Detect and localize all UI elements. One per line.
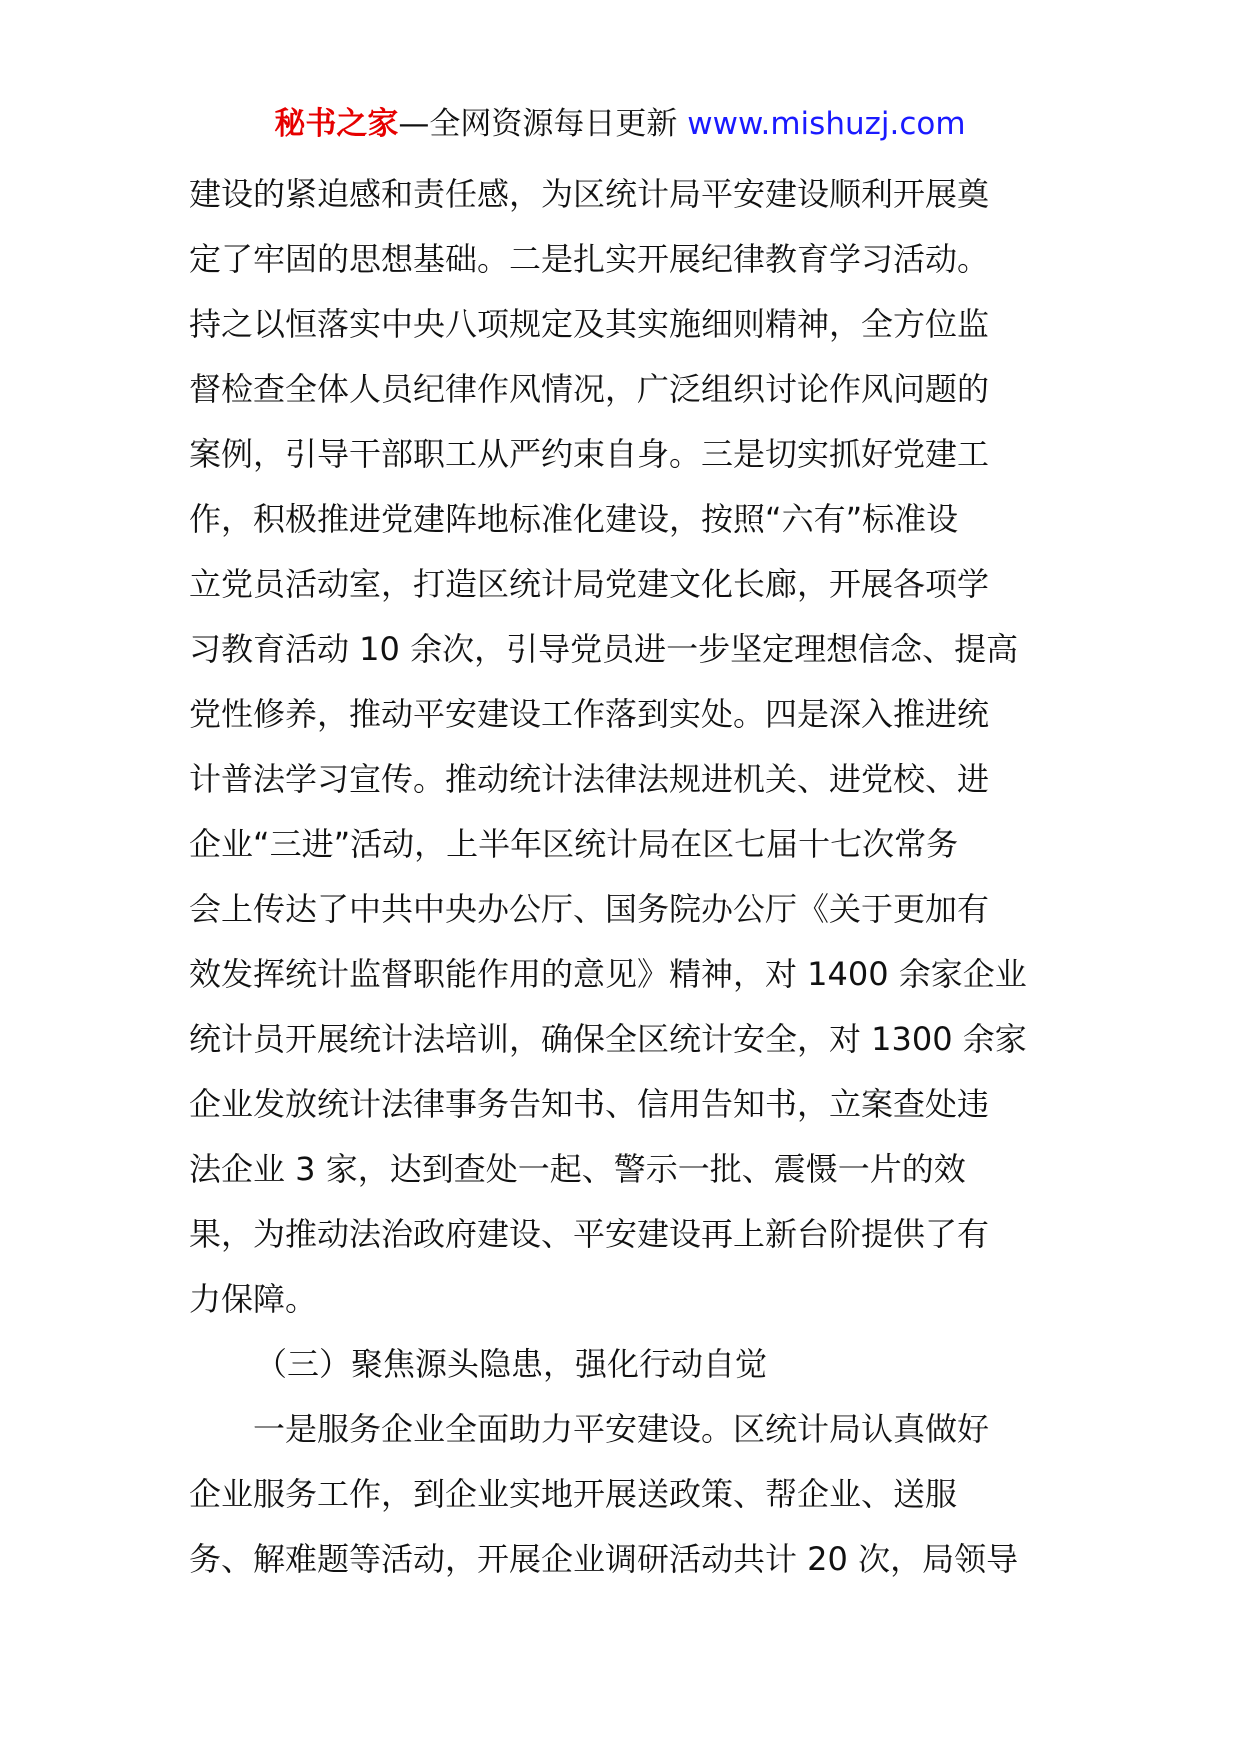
text-line: 会上传达了中共中央办公厅、国务院办公厅《关于更加有 <box>189 890 990 928</box>
paragraph-1 <box>189 162 1069 1332</box>
text-line: 建设的紧迫感和责任感，为区统计局平安建设顺利开展奠 <box>189 175 990 213</box>
text-line: 果，为推动法治政府建设、平安建设再上新台阶提供了有 <box>189 1215 990 1253</box>
brand-name: 秘书之家 <box>274 106 399 142</box>
text-line: 统计员开展统计法培训，确保全区统计安全，对 1300 余家 <box>189 1020 1027 1058</box>
text-line: 计普法学习宣传。推动统计法律法规进机关、进党校、进 <box>189 760 990 798</box>
header-slogan: —全网资源每日更新 <box>398 106 688 142</box>
text-line: 企业发放统计法律事务告知书、信用告知书，立案查处违 <box>189 1085 990 1123</box>
text-line: 党性修养，推动平安建设工作落到实处。四是深入推进统 <box>189 695 990 733</box>
text-line: 立党员活动室，打造区统计局党建文化长廊，开展各项学 <box>189 565 990 603</box>
text-line: 企业“三进”活动，上半年区统计局在区七届十七次常务 <box>189 825 959 863</box>
text-line: 法企业 3 家，达到查处一起、警示一批、震慑一片的效 <box>189 1150 966 1188</box>
text-line: 企业服务工作，到企业实地开展送政策、帮企业、送服 <box>189 1475 958 1513</box>
site-url: www.mishuzj.com <box>687 106 966 142</box>
text-line: 一是服务企业全面助力平安建设。区统计局认真做好 <box>253 1410 990 1448</box>
site-header <box>0 100 1240 148</box>
text-line: 作，积极推进党建阵地标准化建设，按照“六有”标准设 <box>189 500 959 538</box>
paragraph-2 <box>189 1397 1069 1592</box>
text-line: 持之以恒落实中央八项规定及其实施细则精神，全方位监 <box>189 305 990 343</box>
text-line: 案例，引导干部职工从严约束自身。三是切实抓好党建工 <box>189 435 990 473</box>
text-line: 务、解难题等活动，开展企业调研活动共计 20 次，局领导 <box>189 1540 1019 1578</box>
text-line: 定了牢固的思想基础。二是扎实开展纪律教育学习活动。 <box>189 240 990 278</box>
section-heading: （三）聚焦源头隐患，强化行动自觉 <box>255 1345 768 1383</box>
text-line: 习教育活动 10 余次，引导党员进一步坚定理想信念、提高 <box>189 630 1019 668</box>
text-line: 效发挥统计监督职能作用的意见》精神，对 1400 余家企业 <box>189 955 1027 993</box>
text-line: 力保障。 <box>189 1280 318 1318</box>
document-body <box>189 162 1069 1592</box>
text-line: 督检查全体人员纪律作风情况，广泛组织讨论作风问题的 <box>189 370 990 408</box>
